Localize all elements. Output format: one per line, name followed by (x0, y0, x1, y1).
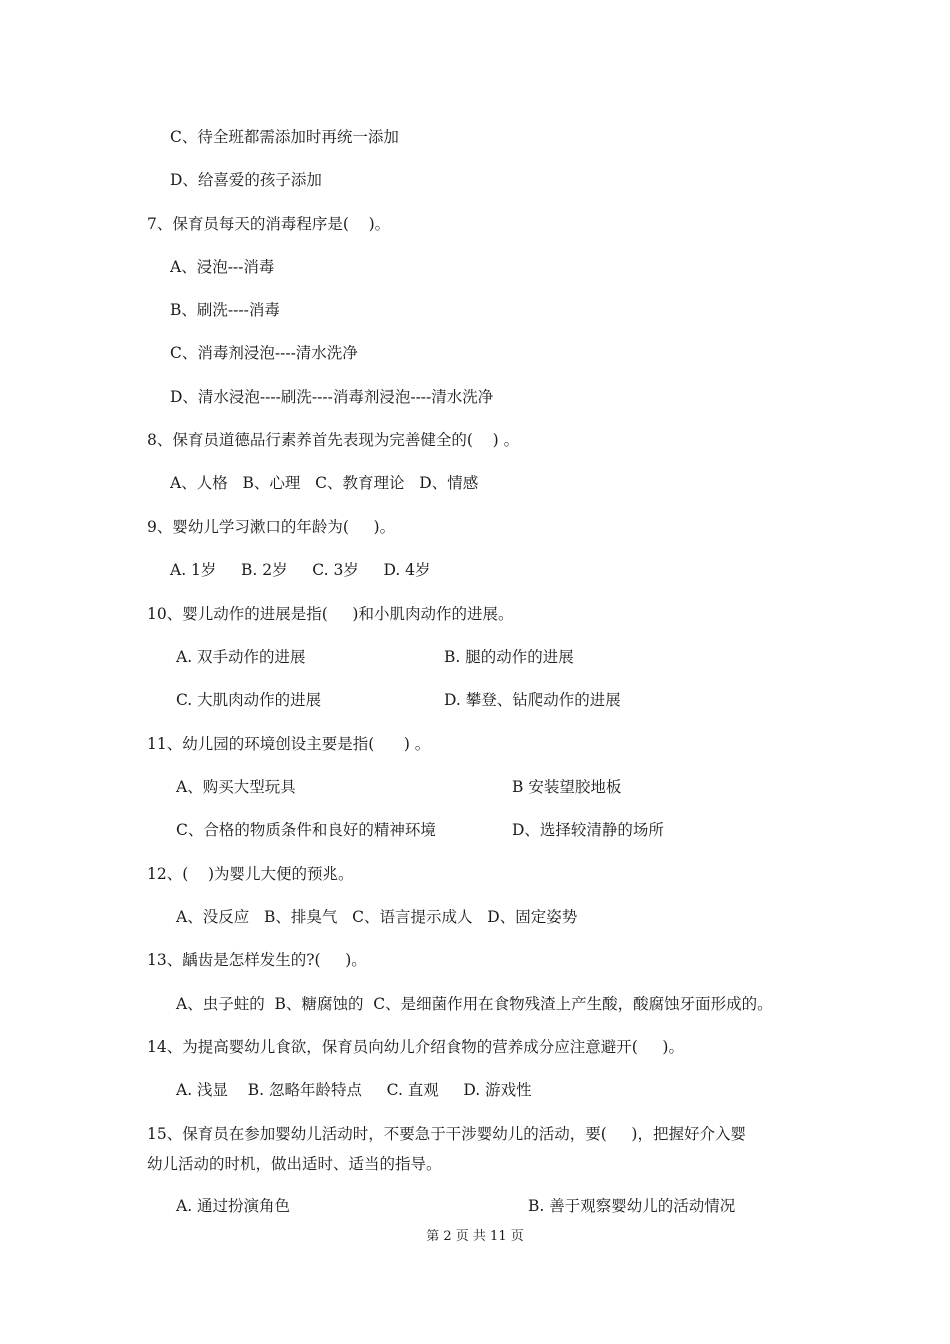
option-7d: D、清水浸泡----刷洗----消毒剂浸泡----清水洗净 (170, 388, 494, 406)
option-11a: A、购买大型玩具 (176, 778, 296, 796)
option-15b: B. 善于观察婴幼儿的活动情况 (528, 1197, 736, 1215)
question-15-cont: 幼儿活动的时机，做出适时、适当的指导。 (147, 1155, 442, 1173)
option-6d: D、给喜爱的孩子添加 (170, 171, 322, 189)
question-10: 10、婴儿动作的进展是指( )和小肌肉动作的进展。 (147, 605, 514, 623)
option-10d: D. 攀登、钻爬动作的进展 (444, 691, 621, 709)
option-7a: A、浸泡---消毒 (170, 258, 275, 276)
question-8: 8、保育员道德品行素养首先表现为完善健全的( ) 。 (147, 431, 520, 449)
question-12: 12、( )为婴儿大便的预兆。 (147, 865, 354, 883)
question-9: 9、婴幼儿学习漱口的年龄为( )。 (147, 518, 396, 536)
page-footer: 第 2 页 共 11 页 (426, 1229, 524, 1244)
option-6c: C、待全班都需添加时再统一添加 (170, 128, 399, 146)
options-12: A、没反应 B、排臭气 C、语言提示成人 D、固定姿势 (176, 908, 578, 926)
option-11c: C、合格的物质条件和良好的精神环境 (176, 821, 436, 839)
question-15: 15、保育员在参加婴幼儿活动时，不要急于干涉婴幼儿的活动，要( )，把握好介入婴 (147, 1125, 746, 1143)
question-13: 13、龋齿是怎样发生的?( )。 (147, 951, 367, 969)
option-11d: D、选择较清静的场所 (512, 821, 664, 839)
option-15a: A. 通过扮演角色 (176, 1197, 291, 1215)
options-9: A. 1岁 B. 2岁 C. 3岁 D. 4岁 (170, 561, 431, 579)
options-13: A、虫子蛀的 B、糖腐蚀的 C、是细菌作用在食物残渣上产生酸，酸腐蚀牙面形成的。 (176, 995, 773, 1013)
option-10a: A. 双手动作的进展 (176, 648, 306, 666)
option-7c: C、消毒剂浸泡----清水洗净 (170, 344, 358, 362)
option-10c: C. 大肌肉动作的进展 (176, 691, 322, 709)
option-11b: B 安装望胶地板 (512, 778, 622, 796)
options-14: A. 浅显 B. 忽略年龄特点 C. 直观 D. 游戏性 (176, 1081, 532, 1099)
question-14: 14、为提高婴幼儿食欲，保育员向幼儿介绍食物的营养成分应注意避开( )。 (147, 1038, 684, 1056)
question-7: 7、保育员每天的消毒程序是( )。 (147, 215, 391, 233)
option-10b: B. 腿的动作的进展 (444, 648, 574, 666)
question-11: 11、幼儿园的环境创设主要是指( ) 。 (147, 735, 431, 753)
option-7b: B、刷洗----消毒 (170, 301, 280, 319)
options-8: A、人格 B、心理 C、教育理论 D、情感 (170, 474, 479, 492)
